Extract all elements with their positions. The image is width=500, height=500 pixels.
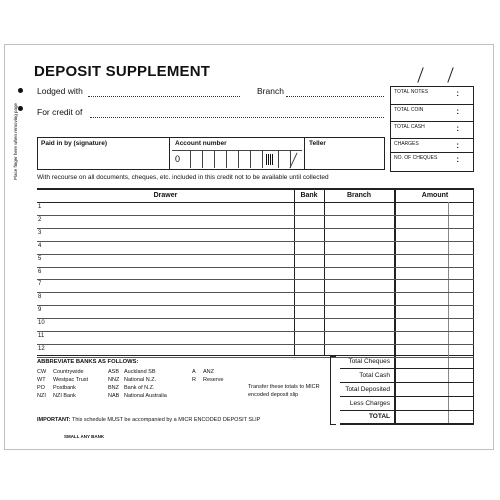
abbrev-code: WT <box>37 377 46 383</box>
summary-label: Less Charges <box>349 400 390 407</box>
abbrev-code: NZI <box>37 393 46 399</box>
row-number: 8 <box>38 294 42 301</box>
row-number: 6 <box>38 268 42 275</box>
row-number: 4 <box>38 242 42 249</box>
row-number: 9 <box>38 307 42 314</box>
abbrev-code: NNZ <box>108 377 120 383</box>
summary-field[interactable] <box>340 368 474 369</box>
abbrev-bank: ANZ <box>203 369 214 375</box>
col-drawer: Drawer <box>153 192 178 199</box>
abbrev-bank: Postbank <box>53 385 76 391</box>
table-row[interactable] <box>37 241 474 242</box>
credit-of-label: For credit of <box>37 107 83 117</box>
table-row[interactable] <box>37 228 474 229</box>
table-row[interactable] <box>37 254 474 255</box>
abbrev-item <box>108 384 167 392</box>
table-row[interactable] <box>37 305 474 306</box>
row-number: 7 <box>38 281 42 288</box>
col-amount: Amount <box>421 192 449 199</box>
paid-divider <box>169 138 170 170</box>
abbrev-item <box>108 368 167 376</box>
abbrev-code: NAB <box>108 393 120 399</box>
abbrev-bank: Auckland SB <box>124 369 156 375</box>
summary-label: TOTAL <box>368 413 390 420</box>
row-number: 12 <box>38 345 45 352</box>
abbrev-bank: National N.Z. <box>124 377 157 383</box>
table-row[interactable] <box>37 292 474 293</box>
totals-box <box>390 86 474 172</box>
total-coin-row[interactable]: TOTAL COIN : <box>391 105 473 122</box>
branch-field[interactable] <box>286 96 384 97</box>
row-number: 2 <box>38 216 42 223</box>
barcode-icon <box>266 154 273 165</box>
col-branch: Branch <box>346 192 372 199</box>
abbrev-bank: Westpac Trust <box>53 377 89 383</box>
abbrev-item <box>37 368 88 376</box>
abbrev-item <box>108 376 167 384</box>
abbrev-col-1 <box>37 368 88 400</box>
abbrev-item <box>37 384 88 392</box>
abbrev-col-3 <box>192 368 223 384</box>
total-cash-row[interactable]: TOTAL CASH : <box>391 122 473 139</box>
abbrev-code: R <box>192 377 196 383</box>
table-row[interactable] <box>37 344 474 345</box>
abbrev-item <box>37 392 88 400</box>
abbrev-code: BNZ <box>108 385 119 391</box>
finger-note: Place finger here when removing page <box>13 102 18 180</box>
abbrev-bank: NZI Bank <box>53 393 76 399</box>
footer-label: SMALL ANY BANK <box>64 434 105 439</box>
important-note <box>37 417 394 423</box>
abbrev-bank: Countrywide <box>53 369 84 375</box>
paid-in-box <box>37 137 385 170</box>
abbrev-item <box>192 368 223 376</box>
table-row[interactable] <box>37 215 474 216</box>
header-divider <box>37 202 474 203</box>
form-title: DEPOSIT SUPPLEMENT <box>34 63 211 80</box>
summary-label: Total Deposited <box>345 386 390 393</box>
important-text: This schedule MUST be accompanied by a MICR ENCODED DEPOSIT SLIP <box>71 417 261 423</box>
summary-field[interactable] <box>340 423 474 425</box>
abbrev-code: CW <box>37 369 47 375</box>
branch-label: Branch <box>257 86 284 96</box>
lodged-with-field[interactable] <box>88 96 240 97</box>
row-number: 3 <box>38 229 42 236</box>
credit-of-field[interactable] <box>90 117 384 118</box>
account-digit: 0 <box>175 154 181 164</box>
table-row[interactable] <box>37 267 474 268</box>
lodged-with-label: Lodged with <box>37 86 83 96</box>
row-number: 11 <box>38 333 45 339</box>
cents-divider <box>448 202 449 423</box>
abbrev-bank: Bank of N.Z. <box>124 385 155 391</box>
row-number: 5 <box>38 255 42 262</box>
total-notes-row[interactable]: TOTAL NOTES : <box>391 87 473 105</box>
abbrev-item <box>37 376 88 384</box>
abbrev-item <box>108 392 167 400</box>
abbrev-code: A <box>192 369 196 375</box>
abbrev-bank: National Australia <box>124 393 167 399</box>
account-number-field[interactable] <box>172 150 302 170</box>
abbrev-heading: ABBREVIATE BANKS AS FOLLOWS: <box>37 359 139 365</box>
table-row[interactable] <box>37 331 474 332</box>
abbrev-item <box>192 376 223 384</box>
teller-divider <box>304 138 305 170</box>
paid-in-label: Paid in by (signature) <box>41 140 108 147</box>
col-bank: Bank <box>300 192 318 199</box>
row-number: 1 <box>38 204 42 210</box>
recourse-note: With recourse on all documents, cheques, etc. included in this credit not to be available until collected <box>37 174 329 181</box>
abbrev-bank: Reserve <box>203 377 224 383</box>
transfer-note: Transfer these totals to MICR encoded deposit slip <box>248 384 320 398</box>
summary-field[interactable] <box>340 382 474 383</box>
row-number: 10 <box>38 320 45 327</box>
side-dot-icon <box>18 88 23 93</box>
no-of-cheques-row[interactable]: NO. OF CHEQUES : <box>394 155 459 164</box>
teller-label: Teller <box>309 140 326 147</box>
summary-label: Total Cheques <box>348 358 390 365</box>
abbrev-col-2 <box>108 368 167 400</box>
side-dot-icon-2 <box>18 106 23 111</box>
account-number-label: Account number <box>175 140 227 147</box>
charges-row[interactable]: CHARGES : <box>391 139 473 153</box>
abbrev-code: PO <box>37 385 45 391</box>
table-row[interactable] <box>37 279 474 280</box>
summary-field[interactable] <box>340 410 474 411</box>
table-row[interactable] <box>37 318 474 319</box>
summary-field[interactable] <box>340 396 474 397</box>
summary-label: Total Cash <box>359 372 390 379</box>
important-label: IMPORTANT: <box>37 417 71 423</box>
abbrev-code: ASB <box>108 369 120 375</box>
